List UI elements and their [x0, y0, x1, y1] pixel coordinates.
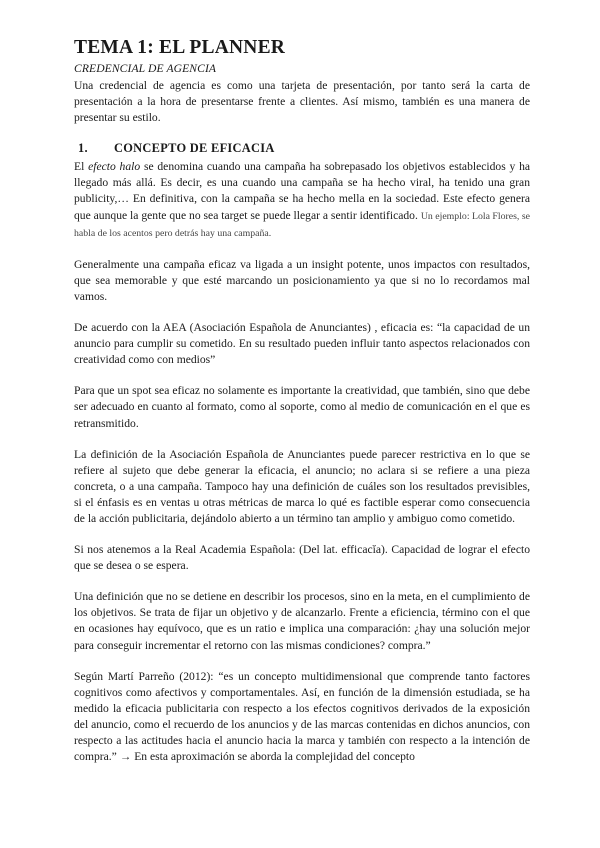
section-number: 1.: [78, 141, 88, 156]
paragraph-aea-critique: La definición de la Asociación Española de Anunciantes puede parecer restrictiva en lo que se refiere al sujeto que debe generar la eficacia, el anuncio; no aclara si se refiere a una pieza concreta, o a una campaña. Tampoco hay una definición de cuáles son los resultados previsibles, si el énfasis es en ventas u otras métricas de marca lo qué es factible esperar como consecuencia de la acción publicitaria, dejándolo abierto a un término tan amplio y ambiguo como cometido.: [74, 447, 530, 525]
intro-paragraph: Una credencial de agencia es como una tarjeta de presentación, por tanto será la carta de presentación a la hora de presentarse frente a clientes. Así mismo, también es una manera de presentar su estilo.: [74, 79, 530, 125]
paragraph-aea-definition: De acuerdo con la AEA (Asociación Española de Anunciantes) , eficacia es: “la capacidad de un anuncio para cumplir su cometido. En su resultado pueden influir tanto aspectos relacionados con creatividad como con medios”: [74, 321, 530, 367]
text-run: se denomina cuando una campaña ha sobrepasado los objetivos establecidos y ha llegado más allá. Es decir, es una cuando una campaña se ha hecho viral, ha tenido una gran publicity,… En definitiva, con la campaña se ha hecho mella en la sociedad. Este efecto genera que aunque la gente que no sea target se puede llegar a sentir identificado.: [74, 160, 531, 222]
paragraph-rae-definition: Si nos atenemos a la Real Academia Española: (Del lat. efficacĭa). Capacidad de lograr el efecto que se desea o se espera.: [74, 543, 530, 573]
paragraph-campana-eficaz: Generalmente una campaña eficaz va ligada a un insight potente, unos impactos con resultados, que sea memorable y que esté marcando un posicionamiento ya que si no lo recordamos mal vamos.: [74, 257, 530, 303]
text-run: El: [74, 160, 89, 174]
paragraph-spot-eficaz: Para que un spot sea eficaz no solamente es importante la creatividad, que también, sino que debe ser adecuado en cuanto al formato, como al soporte, como al medio de comunicación en el que es retransmitido.: [74, 384, 530, 430]
document-subtitle: CREDENCIAL DE AGENCIA: [74, 62, 217, 75]
section-heading: [74, 140, 530, 157]
paragraph-meta-objetivos: Una definición que no se detiene en describir los procesos, sino en la meta, en el cumplimiento de los objetivos. Se trata de fijar un objetivo y de alcanzarlo. Frente a eficiencia, término con el que en ocasiones hay equívoco, que es un ratio e implica una comparación: ¿hay una solución mejor para conseguir incrementar el retorno con las mismas condiciones? compra.”: [74, 590, 530, 652]
document-title: TEMA 1: EL PLANNER: [74, 37, 286, 58]
section-title: CONCEPTO DE EFICACIA: [114, 141, 275, 156]
paragraph-efecto-halo: [74, 159, 530, 241]
example-note: Un ejemplo: Lola Flores, se habla de los acentos pero detrás hay una campaña.: [74, 210, 531, 239]
term-efecto-halo: efecto halo: [88, 160, 141, 174]
paragraph-marti-parreno: Según Martí Parreño (2012): “es un concepto multidimensional que comprende tanto factores cognitivos como afectivos y comportamentales. Así, en función de la dimensión estudiada, se ha medido la eficacia publicitaria con respecto a los efectos cognitivos derivados de la exposición del anuncio, como el recuerdo de los anuncios y de las marcas contenidas en dichos anuncios, con respecto a las actitudes hacia el anuncio hacia la marca y también con respecto a la intención de compra.” → En esta aproximación se aborda la complejidad del concepto: [74, 669, 530, 764]
